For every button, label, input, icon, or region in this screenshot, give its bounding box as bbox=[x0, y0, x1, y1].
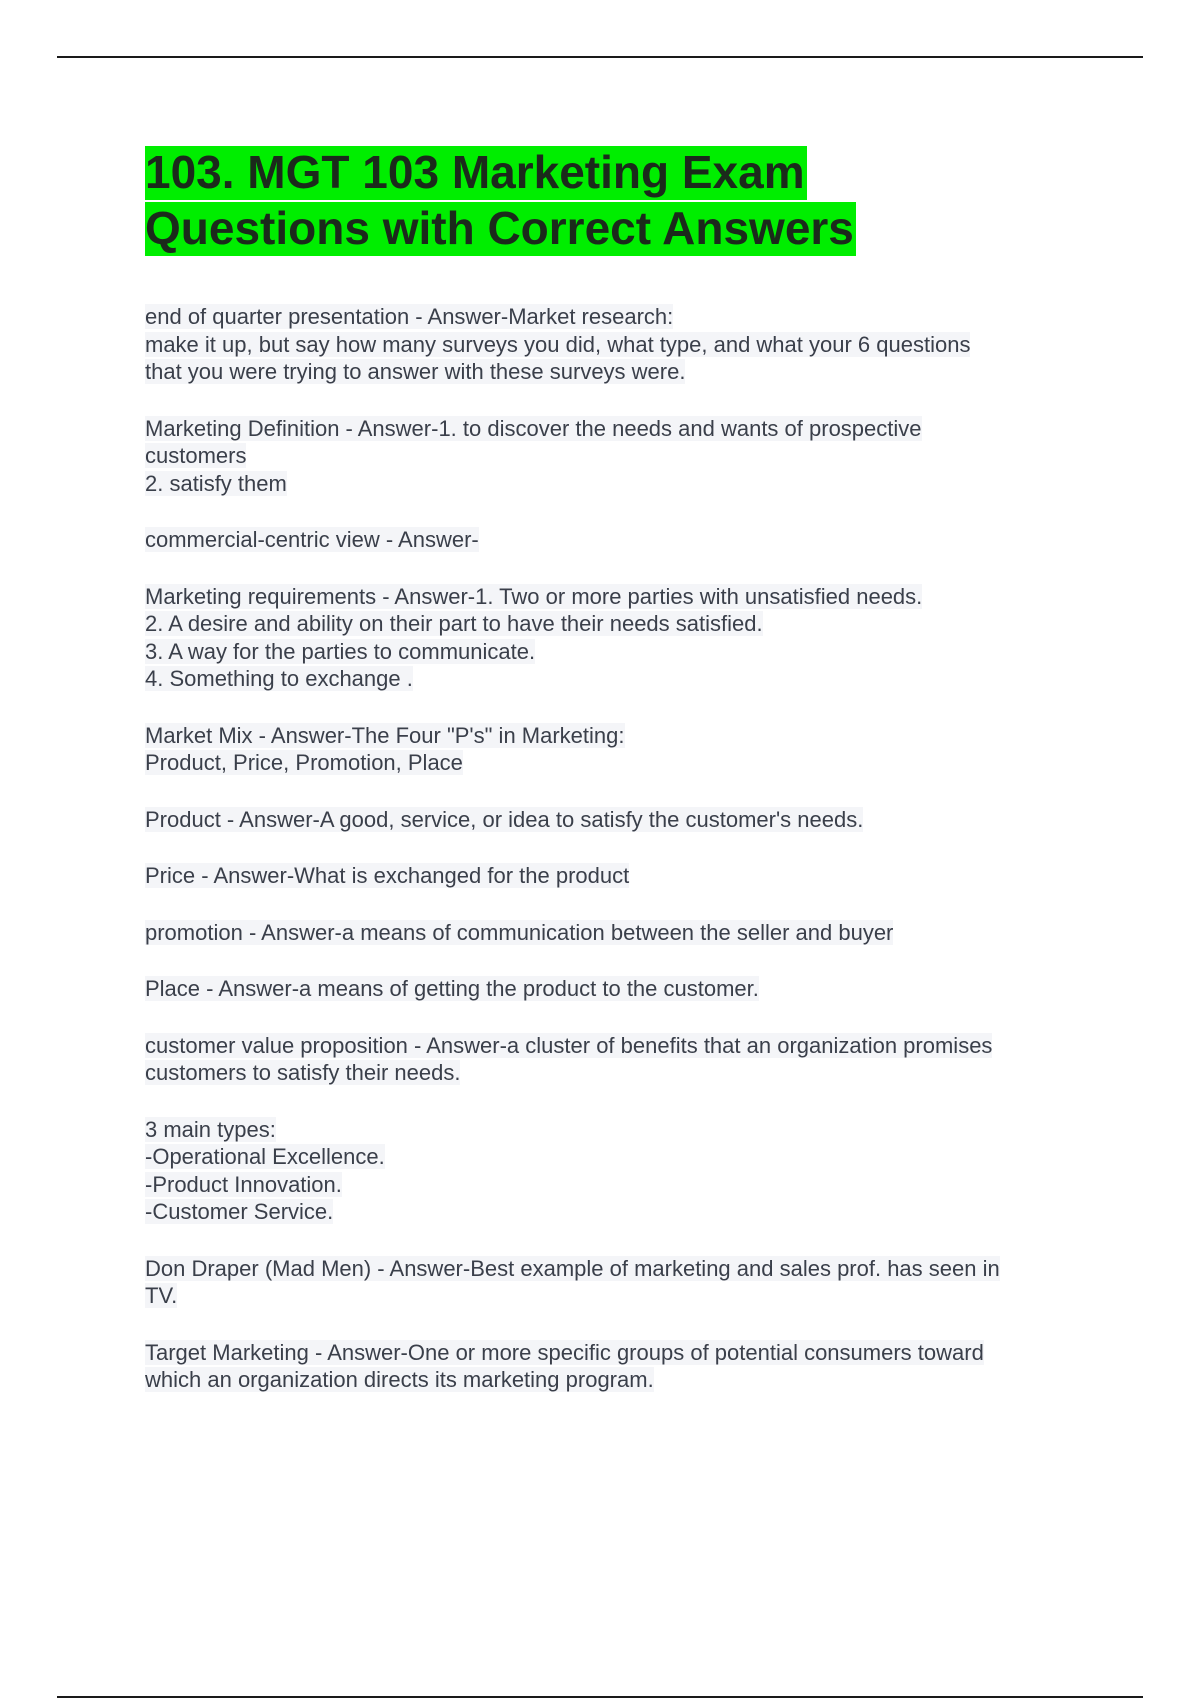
qa-line-text: promotion - Answer-a means of communication between the seller and buyer bbox=[145, 919, 894, 945]
qa-line-text: customer value proposition - Answer-a cluster of benefits that an organization promises bbox=[145, 1032, 993, 1058]
qa-entry bbox=[145, 975, 1095, 1003]
qa-line bbox=[145, 303, 1095, 331]
qa-entry bbox=[145, 862, 1095, 890]
qa-line bbox=[145, 526, 1095, 554]
bottom-rule bbox=[57, 1696, 1143, 1698]
qa-line-text: customers bbox=[145, 443, 247, 468]
qa-line-text: TV. bbox=[145, 1283, 178, 1308]
title-line: 103. MGT 103 Marketing Exam bbox=[145, 146, 805, 198]
top-rule bbox=[57, 56, 1143, 58]
qa-line bbox=[145, 722, 1095, 750]
qa-line bbox=[145, 975, 1095, 1003]
qa-line-text: Price - Answer-What is exchanged for the product bbox=[145, 863, 630, 888]
qa-line bbox=[145, 358, 1095, 386]
qa-line-text: Target Marketing - Answer-One or more specific groups of potential consumers toward bbox=[145, 1339, 984, 1365]
qa-line bbox=[145, 1339, 1095, 1367]
qa-line-text: which an organization directs its marketing program. bbox=[145, 1367, 654, 1392]
qa-line-text: 4. Something to exchange . bbox=[145, 666, 413, 691]
qa-line bbox=[145, 665, 1095, 693]
qa-entry bbox=[145, 1339, 1095, 1394]
document-title bbox=[145, 144, 1045, 256]
qa-line bbox=[145, 919, 1095, 947]
qa-line bbox=[145, 1366, 1095, 1394]
qa-line-text: -Operational Excellence. bbox=[145, 1144, 385, 1169]
qa-line bbox=[145, 331, 1095, 359]
title-line: Questions with Correct Answers bbox=[145, 202, 854, 254]
qa-entry bbox=[145, 1255, 1095, 1310]
qa-line-text: Marketing Definition - Answer-1. to discover the needs and wants of prospective bbox=[145, 415, 922, 441]
qa-entry bbox=[145, 806, 1095, 834]
qa-line-text: 2. A desire and ability on their part to have their needs satisfied. bbox=[145, 611, 763, 636]
qa-line-text: Don Draper (Mad Men) - Answer-Best example of marketing and sales prof. has seen in bbox=[145, 1255, 1000, 1281]
qa-line-text: -Customer Service. bbox=[145, 1199, 334, 1224]
qa-line-text: Product, Price, Promotion, Place bbox=[145, 750, 463, 775]
qa-entry bbox=[145, 526, 1095, 554]
qa-entry bbox=[145, 303, 1095, 386]
qa-line-text: that you were trying to answer with these surveys were. bbox=[145, 359, 686, 384]
qa-line bbox=[145, 1116, 1095, 1144]
qa-line bbox=[145, 470, 1095, 498]
qa-line bbox=[145, 862, 1095, 890]
qa-entry bbox=[145, 1032, 1095, 1087]
qa-line bbox=[145, 1255, 1095, 1283]
qa-entry bbox=[145, 1116, 1095, 1226]
qa-line-text: Place - Answer-a means of getting the product to the customer. bbox=[145, 976, 759, 1001]
qa-line-text: Market Mix - Answer-The Four "P's" in Marketing: bbox=[145, 722, 625, 748]
qa-line bbox=[145, 1032, 1095, 1060]
qa-line bbox=[145, 1143, 1095, 1171]
qa-entry bbox=[145, 583, 1095, 693]
qa-entry bbox=[145, 919, 1095, 947]
qa-list bbox=[145, 303, 1095, 1423]
qa-line bbox=[145, 1171, 1095, 1199]
qa-line-text: make it up, but say how many surveys you did, what type, and what your 6 questions bbox=[145, 331, 971, 357]
qa-line bbox=[145, 442, 1095, 470]
qa-line-text: 3. A way for the parties to communicate. bbox=[145, 638, 536, 664]
qa-entry bbox=[145, 415, 1095, 498]
qa-line bbox=[145, 1282, 1095, 1310]
qa-line-text: commercial-centric view - Answer- bbox=[145, 527, 479, 552]
qa-line bbox=[145, 415, 1095, 443]
qa-entry bbox=[145, 722, 1095, 777]
qa-line-text: customers to satisfy their needs. bbox=[145, 1060, 461, 1085]
qa-line bbox=[145, 749, 1095, 777]
qa-line-text: end of quarter presentation - Answer-Market research: bbox=[145, 304, 674, 329]
qa-line bbox=[145, 583, 1095, 611]
qa-line-text: -Product Innovation. bbox=[145, 1171, 342, 1197]
qa-line-text: 3 main types: bbox=[145, 1116, 276, 1142]
qa-line bbox=[145, 1059, 1095, 1087]
qa-line bbox=[145, 638, 1095, 666]
qa-line-text: 2. satisfy them bbox=[145, 470, 287, 496]
qa-line-text: Marketing requirements - Answer-1. Two or more parties with unsatisfied needs. bbox=[145, 583, 923, 609]
qa-line bbox=[145, 1198, 1095, 1226]
qa-line bbox=[145, 806, 1095, 834]
qa-line bbox=[145, 610, 1095, 638]
qa-line-text: Product - Answer-A good, service, or idea to satisfy the customer's needs. bbox=[145, 806, 864, 832]
